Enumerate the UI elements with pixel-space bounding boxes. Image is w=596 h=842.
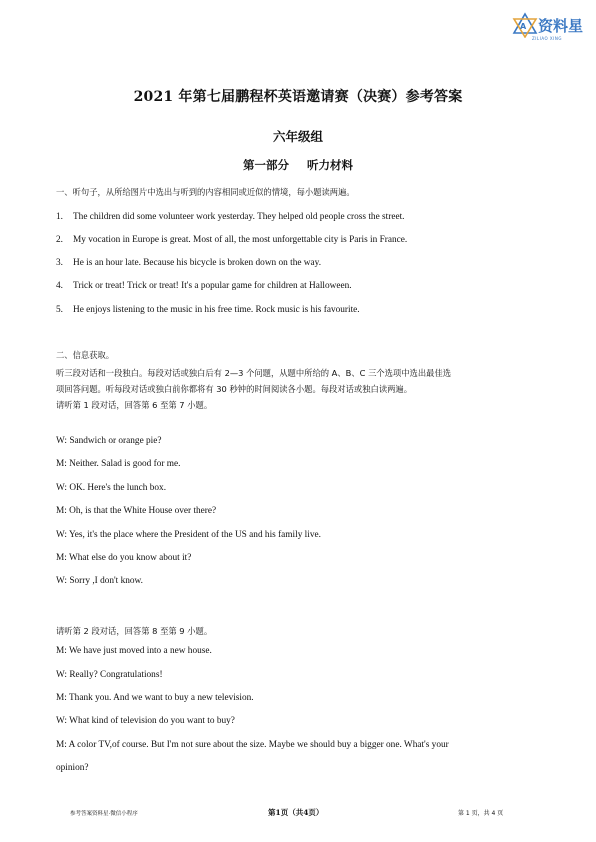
list-item [56, 281, 352, 291]
site-logo [512, 8, 590, 48]
dialogue-line: M: Oh, is that the White House over there? [56, 506, 217, 516]
section2-instruction: 项回答问题。听每段对话或独白前你都将有 30 秒钟的时间阅读各小题。每段对话或独白读两遍。 [56, 384, 413, 394]
dialogue-line: W: What kind of television do you want to buy? [56, 716, 235, 726]
dialogue2-intro: 请听第 2 段对话，回答第 8 至第 9 小题。 [56, 626, 213, 636]
item-number: 2. [56, 235, 63, 245]
dialogue-line: M: What else do you know about it? [56, 553, 192, 563]
dialogue-line: W: Sorry ,I don't know. [56, 576, 143, 586]
list-item [56, 258, 321, 268]
dialogue-line: M: Thank you. And we want to buy a new television. [56, 693, 254, 703]
item-text: He is an hour late. Because his bicycle is broken down on the way. [73, 258, 322, 268]
list-item [56, 212, 405, 222]
dialogue-line: M: Neither. Salad is good for me. [56, 459, 181, 469]
section2-instruction: 听三段对话和一段独白。每段对话或独白后有 2—3 个问题，从题中所给的 A、B、C 三个选项中选出最佳选 [56, 368, 452, 378]
item-number: 4. [56, 281, 63, 291]
dialogue-line: W: Yes, it's the place where the President of the US and his family live. [56, 530, 321, 540]
svg-text:A: A [520, 22, 527, 31]
dialogue-line: M: We have just moved into a new house. [56, 646, 212, 656]
dialogue-line: W: OK. Here's the lunch box. [56, 483, 167, 493]
footer-page-number: 第1页（共4页） [268, 808, 324, 817]
list-item [56, 305, 360, 315]
list-item [56, 235, 407, 245]
item-text: He enjoys listening to the music in his free time. Rock music is his favourite. [73, 305, 360, 315]
logo-brand-text: 资料星 [538, 17, 584, 35]
item-number: 3. [56, 258, 63, 268]
item-text: Trick or treat! Trick or treat! It's a popular game for children at Halloween. [73, 281, 352, 291]
part-heading: 第一部分 听力材料 [242, 158, 353, 172]
document-title: 2021 年第七届鹏程杯英语邀请赛（决赛）参考答案 [133, 89, 463, 105]
dialogue-line: W: Really? Congratulations! [56, 670, 163, 680]
section2-instruction: 请听第 1 段对话，回答第 6 至第 7 小题。 [56, 400, 213, 410]
item-text: The children did some volunteer work yesterday. They helped old people cross the street. [73, 212, 405, 222]
dialogue-line: W: Sandwich or orange pie? [56, 436, 162, 446]
star-logo-icon [512, 12, 538, 38]
dialogue-line: opinion? [56, 763, 89, 773]
item-text: My vocation in Europe is great. Most of all, the most unforgettable city is Paris in France. [73, 235, 408, 245]
logo-sub-text: ZILIAO XING [532, 36, 562, 41]
section2-heading: 二、信息获取。 [56, 350, 115, 360]
section1-heading: 一、听句子，从所给图片中选出与听到的内容相同或近似的情境，每小题读两遍。 [56, 187, 355, 197]
footer-page-count: 第 1 页，共 4 页 [458, 810, 504, 817]
footer-source: 参考答案资料星·微信小程序 [70, 811, 138, 817]
item-number: 5. [56, 305, 63, 315]
item-number: 1. [56, 212, 63, 222]
dialogue-line: M: A color TV,of course. But I'm not sure about the size. Maybe we should buy a bigger one. What's your [56, 740, 449, 750]
grade-heading: 六年级组 [272, 129, 323, 144]
